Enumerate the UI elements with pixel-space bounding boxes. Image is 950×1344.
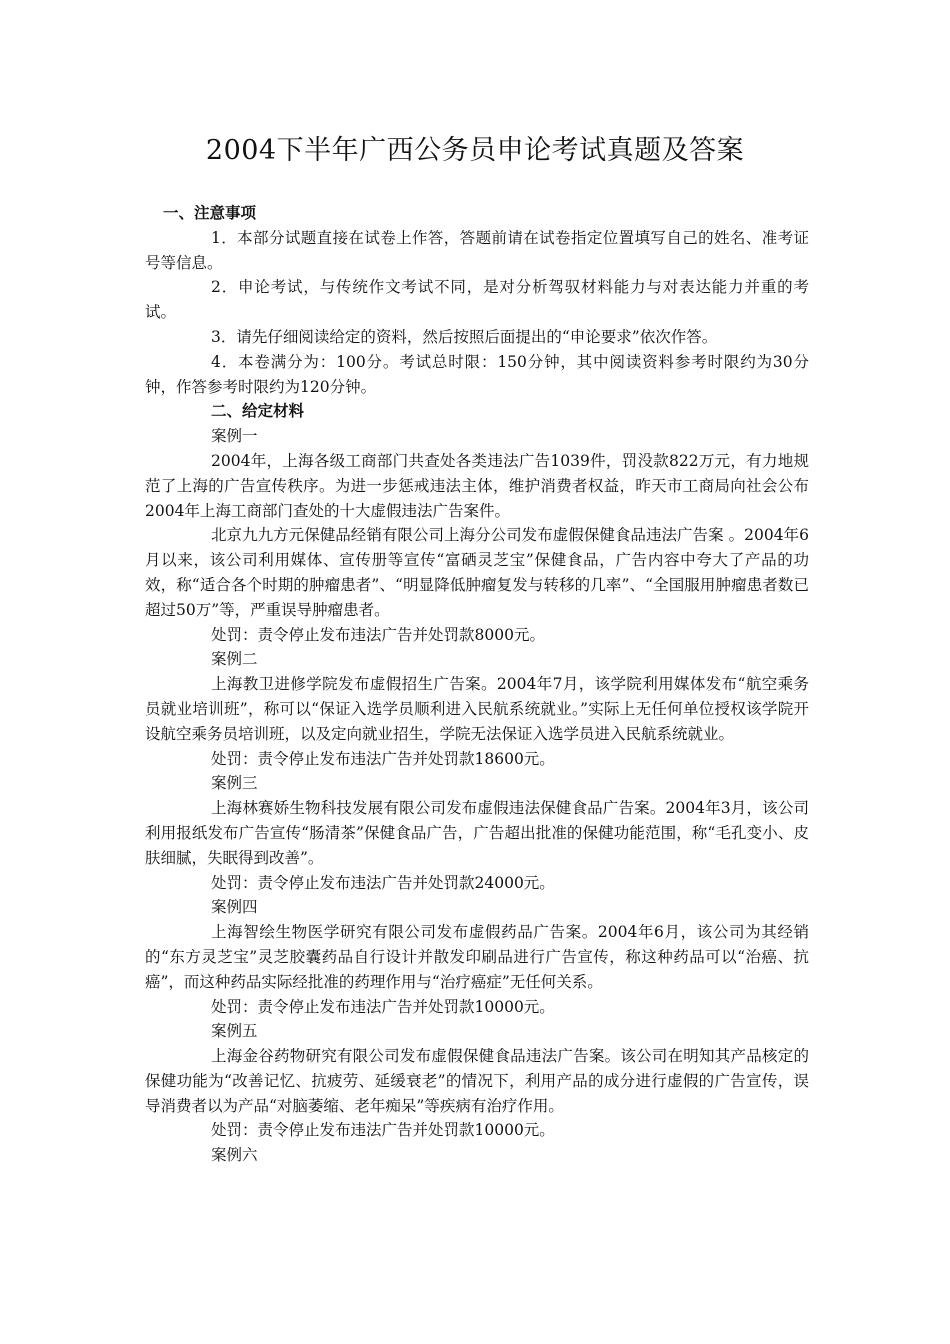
case-4-body: 上海智绘生物医学研究有限公司发布虚假药品广告案。2004年6月，该公司为其经销的“东方灵芝宝”灵芝胶囊药品自行设计并散发印刷品进行广告宣传，称这种药品可以“治癌、抗癌”，而这种药品实际经批准的药理作用与“治疗癌症”无任何关系。 (145, 923, 809, 991)
section-heading-notes: 一、注意事项 (163, 203, 257, 222)
case-4-label: 案例四 (211, 898, 258, 917)
case-1-intro: 2004年，上海各级工商部门共查处各类违法广告1039件，罚没款822万元，有力地规范了上海的广告宣传秩序。为进一步惩戒违法主体，维护消费者权益，昨天市工商局向社会公布2004年上海工商部门查处的十大虚假违法广告案件。 (145, 451, 809, 520)
case-1-body: 北京九九方元保健品经销有限公司上海分公司发布虚假保健食品违法广告案 。2004年6月以来，该公司利用媒体、宣传册等宣传“富硒灵芝宝”保健食品，广告内容中夸大了产品的功效，称“适合各个时期的肿瘤患者”、“明显降低肿瘤复发与转移的几率”、“全国服用肿瘤患者数已超过50万”等，严重误导肿瘤患者。 (145, 526, 809, 619)
notes-item-1: 1．本部分试题直接在试卷上作答，答题前请在试卷指定位置填写自己的姓名、准考证号等信息。 (145, 228, 809, 272)
case-2-label: 案例二 (211, 650, 258, 669)
notes-item-2: 2．申论考试，与传统作文考试不同，是对分析驾驭材料能力与对表达能力并重的考试。 (145, 278, 809, 322)
case-1-label: 案例一 (211, 427, 258, 446)
notes-item-4: 4．本卷满分为：100分。考试总时限：150分钟，其中阅读资料参考时限约为30分钟，作答参考时限约为120分钟。 (145, 352, 809, 396)
case-1-penalty: 处罚：责令停止发布违法广告并处罚款8000元。 (211, 625, 545, 644)
case-4-penalty: 处罚：责令停止发布违法广告并处罚款10000元。 (211, 997, 555, 1016)
case-3-penalty: 处罚：责令停止发布违法广告并处罚款24000元。 (211, 873, 555, 892)
case-6-label: 案例六 (211, 1146, 258, 1165)
case-5-label: 案例五 (211, 1022, 258, 1041)
case-2-body: 上海教卫进修学院发布虚假招生广告案。2004年7月，该学院利用媒体发布“航空乘务员就业培训班”，称可以“保证入选学员顺利进入民航系统就业。”实际上无任何单位授权该学院开设航空乘务员培训班，以及定向就业招生，学院无法保证入选学员进入民航系统就业。 (145, 675, 809, 743)
section-heading-materials: 二、给定材料 (211, 401, 305, 421)
case-2-penalty: 处罚：责令停止发布违法广告并处罚款18600元。 (211, 749, 555, 768)
document-body (145, 201, 809, 1168)
case-5-body: 上海金谷药物研究有限公司发布虚假保健食品违法广告案。该公司在明知其产品核定的保健功能为“改善记忆、抗疲劳、延缓衰老”的情况下，利用产品的成分进行虚假的广告宣传，误导消费者以为产品“对脑萎缩、老年痴呆”等疾病有治疗作用。 (145, 1047, 809, 1115)
case-3-body: 上海林赛娇生物科技发展有限公司发布虚假违法保健食品广告案。2004年3月，该公司利用报纸发布广告宣传“肠清茶”保健食品广告，广告超出批准的保健功能范围，称“毛孔变小、皮肤细腻，失眠得到改善”。 (145, 799, 809, 867)
case-5-penalty: 处罚：责令停止发布违法广告并处罚款10000元。 (211, 1121, 555, 1140)
notes-item-3: 3．请先仔细阅读给定的资料，然后按照后面提出的“申论要求”依次作答。 (211, 327, 718, 346)
case-3-label: 案例三 (211, 774, 258, 793)
document-title: 2004下半年广西公务员申论考试真题及答案 (205, 135, 745, 166)
